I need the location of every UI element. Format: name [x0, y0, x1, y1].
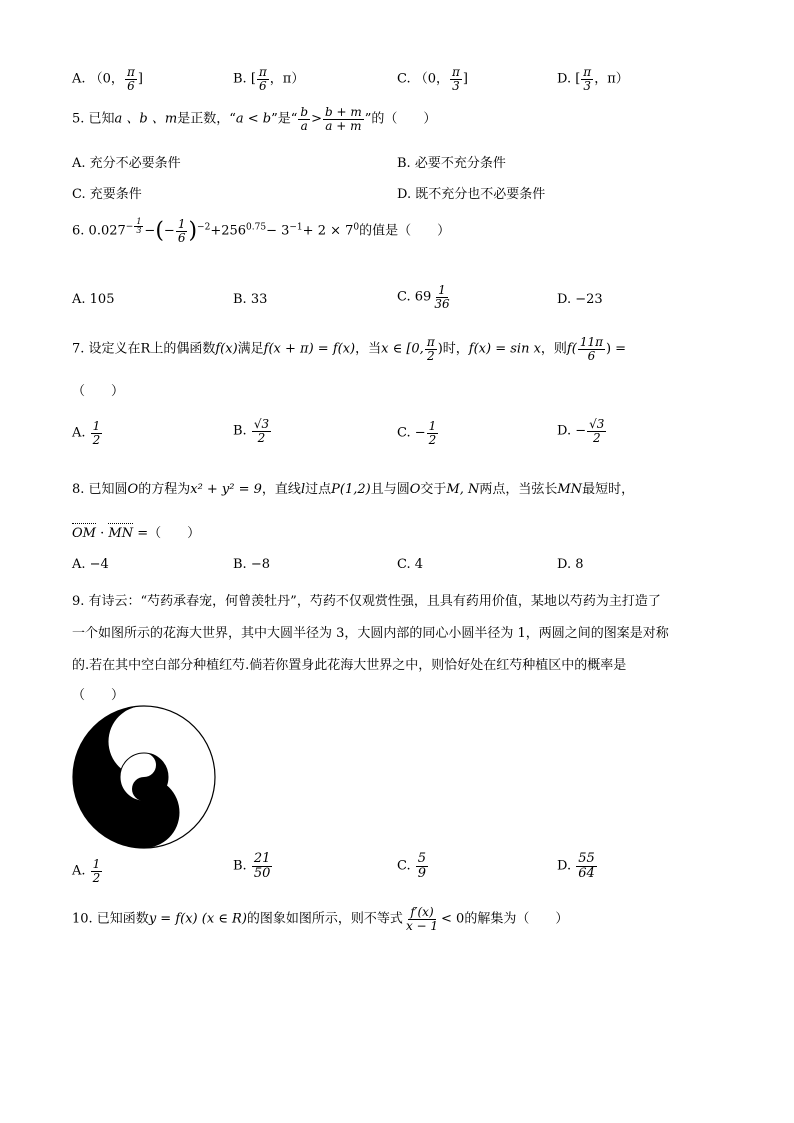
q9-option-c: C. $\frac{5}{9}$ — [397, 851, 427, 881]
q6-option-d: D. −23 — [557, 292, 603, 307]
q4-option-d: D. [ $\frac{\pi}{3}$ ，π） — [557, 65, 629, 93]
q6-option-a: A. 105 — [72, 292, 115, 307]
q4-option-a: A. （0， $\frac{\pi}{6}$ ] — [72, 65, 143, 93]
q9-option-d: D. $\frac{55}{64}$ — [557, 851, 595, 881]
q6-option-b: B. 33 — [233, 292, 268, 307]
q7-stem: 7. 设定义在R上的偶函数f(x)满足f(x + π) = f(x)，当x ∈ [0, $\frac{\pi}{2}$ )时，f(x) = sin x，则f( $\frac{11\pi}{6}$ ) = — [72, 335, 627, 363]
yin-yang-figure — [72, 705, 216, 849]
q5-option-d: D. 既不充分也不必要条件 — [397, 187, 546, 202]
q6-stem: 6. $0.027^{- \frac{1}{3}}$ −(− $\frac{1}{6}$ )$^{-2}+256^{0.75}- 3^{-1}+ 2 \times 7^0$的值是（ ） — [72, 217, 451, 245]
q5-option-c: C. 充要条件 — [72, 187, 142, 202]
q8-option-d: D. 8 — [557, 557, 584, 572]
q7-option-c: C. − $\frac{1}{2}$ — [397, 419, 437, 447]
q9-answer-paren: （ ） — [72, 688, 125, 703]
q9-option-a: A. $\frac{1}{2}$ — [72, 857, 101, 885]
q8-option-a: A. −4 — [72, 557, 109, 572]
q9-line-3: 的.若在其中空白部分种植红芍.倘若你置身此花海大世界之中，则恰好处在红芍种植区中的概率是 — [72, 658, 627, 673]
q5-option-a: A. 充分不必要条件 — [72, 156, 181, 171]
q8-option-c: C. 4 — [397, 557, 424, 572]
q9-option-b: B. $\frac{21}{50}$ — [233, 851, 271, 881]
q8-vector-expression: OM · MN =（ ） — [72, 526, 201, 541]
q8-option-b: B. −8 — [233, 557, 270, 572]
q4-option-b: B. [ $\frac{\pi}{6}$ ，π） — [233, 65, 305, 93]
q5-option-b: B. 必要不充分条件 — [397, 156, 506, 171]
q8-stem: 8. 已知圆O的方程为x² + y² = 9，直线l过点P(1,2)且与圆O交于M, N两点，当弦长MN最短时， — [72, 482, 635, 497]
q10-stem: 10. 已知函数y = f(x) (x ∈ R)的图象如图所示，则不等式 $\frac{f'(x)}{x - 1}$ < 0的解集为（ ） — [72, 905, 569, 933]
q7-option-b: B. $\frac{√3}{2}$ — [233, 417, 270, 445]
q9-line-2: 一个如图所示的花海大世界，其中大圆半径为 3，大圆内部的同心小圆半径为 1，两圆之间的图案是对称 — [72, 626, 669, 641]
q7-answer-paren: （ ） — [72, 384, 125, 399]
q7-option-d: D. − $\frac{√3}{2}$ — [557, 417, 605, 445]
q9-line-1: 9. 有诗云：“芍药承春宠，何曾羡牡丹”，芍药不仅观赏性强，且具有药用价值，某地以芍药为主打造了 — [72, 594, 661, 609]
q7-option-a: A. $\frac{1}{2}$ — [72, 419, 101, 447]
q4-option-c: C. （0， $\frac{\pi}{3}$ ] — [397, 65, 468, 93]
q5-stem: 5. 已知a 、b 、m是正数，“a < b”是“ $\frac{b}{a}$ > $\frac{b + m}{a + m}$ ”的（ ） — [72, 105, 437, 133]
q6-option-c: C. 69 $\frac{1}{36}$ — [397, 283, 450, 311]
